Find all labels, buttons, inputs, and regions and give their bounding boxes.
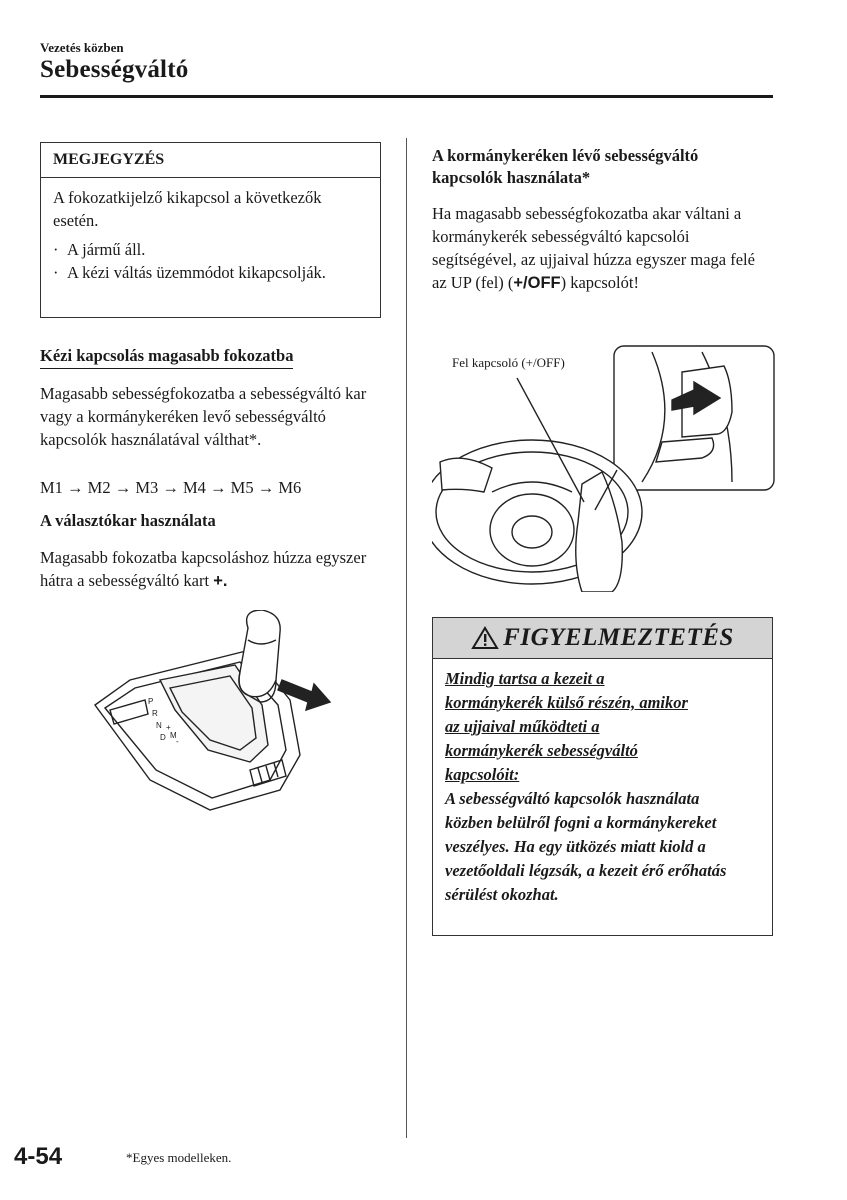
note-intro: A fokozatkijelző kikapcsol a következők esetén. bbox=[53, 188, 322, 230]
note-body bbox=[41, 178, 380, 284]
plus-symbol: +. bbox=[213, 572, 228, 590]
selector-lever-heading: A választókar használata bbox=[40, 511, 216, 530]
bullet-text: A kézi váltás üzemmódot kikapcsolják. bbox=[67, 263, 326, 282]
gear-sequence: M1 → M2 → M3 → M4 → M5 → M6 bbox=[40, 478, 302, 497]
section-label: Vezetés közben bbox=[40, 40, 124, 55]
warning-body bbox=[433, 659, 772, 907]
note-box bbox=[40, 142, 381, 318]
gear-minus-label: - bbox=[176, 737, 179, 746]
bullet-text: A jármű áll. bbox=[67, 240, 146, 259]
page-title: Sebességváltó bbox=[40, 56, 189, 83]
warning-line: kapcsolóit: bbox=[445, 765, 520, 784]
gear-plus-label: + bbox=[166, 723, 171, 732]
selector-lever-text bbox=[40, 546, 380, 593]
gear-n-label: N bbox=[156, 721, 162, 730]
list-item bbox=[53, 261, 368, 284]
manual-shift-heading-wrap bbox=[40, 346, 293, 366]
manual-shift-text: Magasabb sebességfokozatba a sebességváltó kar vagy a kormánykeréken levő sebességváltó kapcsolók használatával válthat*. bbox=[40, 384, 367, 449]
page-number: 4-54 bbox=[14, 1143, 63, 1170]
paddle-text bbox=[432, 202, 772, 295]
gear-d-label: D bbox=[160, 733, 166, 742]
gear-shifter-illustration bbox=[90, 610, 380, 815]
title-rule bbox=[40, 95, 773, 98]
bullet-dot: · bbox=[53, 263, 59, 282]
note-bullets bbox=[53, 238, 368, 284]
warning-text: A sebességváltó kapcsolók használata közben belülről fogni a kormánykereket veszélyes. Ha egy ütközés miatt kiold a vezetőoldali légzsák, a kezeit érő erőhatás sérülést okozhat. bbox=[445, 789, 727, 904]
gear-p-label: P bbox=[148, 697, 154, 706]
paddle-callout-label: Fel kapcsoló (+/OFF) bbox=[452, 355, 565, 370]
warning-title: FIGYELMEZTETÉS bbox=[503, 624, 734, 651]
paddle-heading: A kormánykeréken lévő sebességváltó kapcsolók használata* bbox=[432, 146, 699, 187]
warning-header bbox=[433, 618, 772, 659]
steering-wheel-illustration bbox=[432, 342, 777, 592]
warning-line: Mindig tartsa a kezeit a bbox=[445, 669, 605, 688]
bullet-dot: · bbox=[53, 240, 59, 259]
paddle-text-post: ) kapcsolót! bbox=[560, 273, 639, 292]
warning-line: az ujjaival működteti a bbox=[445, 717, 600, 736]
warning-line: kormánykerék külső részén, amikor bbox=[445, 693, 688, 712]
warning-triangle-icon bbox=[471, 626, 499, 650]
paddle-text-pre: Ha magasabb sebességfokozatba akar váltani a kormánykerék sebességváltó kapcsolói segítségével, az ujjaival húzza egyszer maga felé az UP (fel) ( bbox=[432, 204, 755, 292]
note-heading: MEGJEGYZÉS bbox=[41, 143, 380, 178]
gear-r-label: R bbox=[152, 709, 158, 718]
footnote: *Egyes modelleken. bbox=[126, 1150, 232, 1165]
manual-shift-heading: Kézi kapcsolás magasabb fokozatba bbox=[40, 346, 293, 369]
list-item bbox=[53, 238, 368, 261]
warning-line: kormánykerék sebességváltó bbox=[445, 741, 638, 760]
warning-box bbox=[432, 617, 773, 936]
gear-m-label: M bbox=[170, 731, 177, 740]
off-key-label: +/OFF bbox=[513, 274, 561, 292]
selector-lever-body: Magasabb fokozatba kapcsoláshoz húzza egyszer hátra a sebességváltó kart bbox=[40, 548, 367, 590]
column-divider bbox=[406, 138, 407, 1138]
